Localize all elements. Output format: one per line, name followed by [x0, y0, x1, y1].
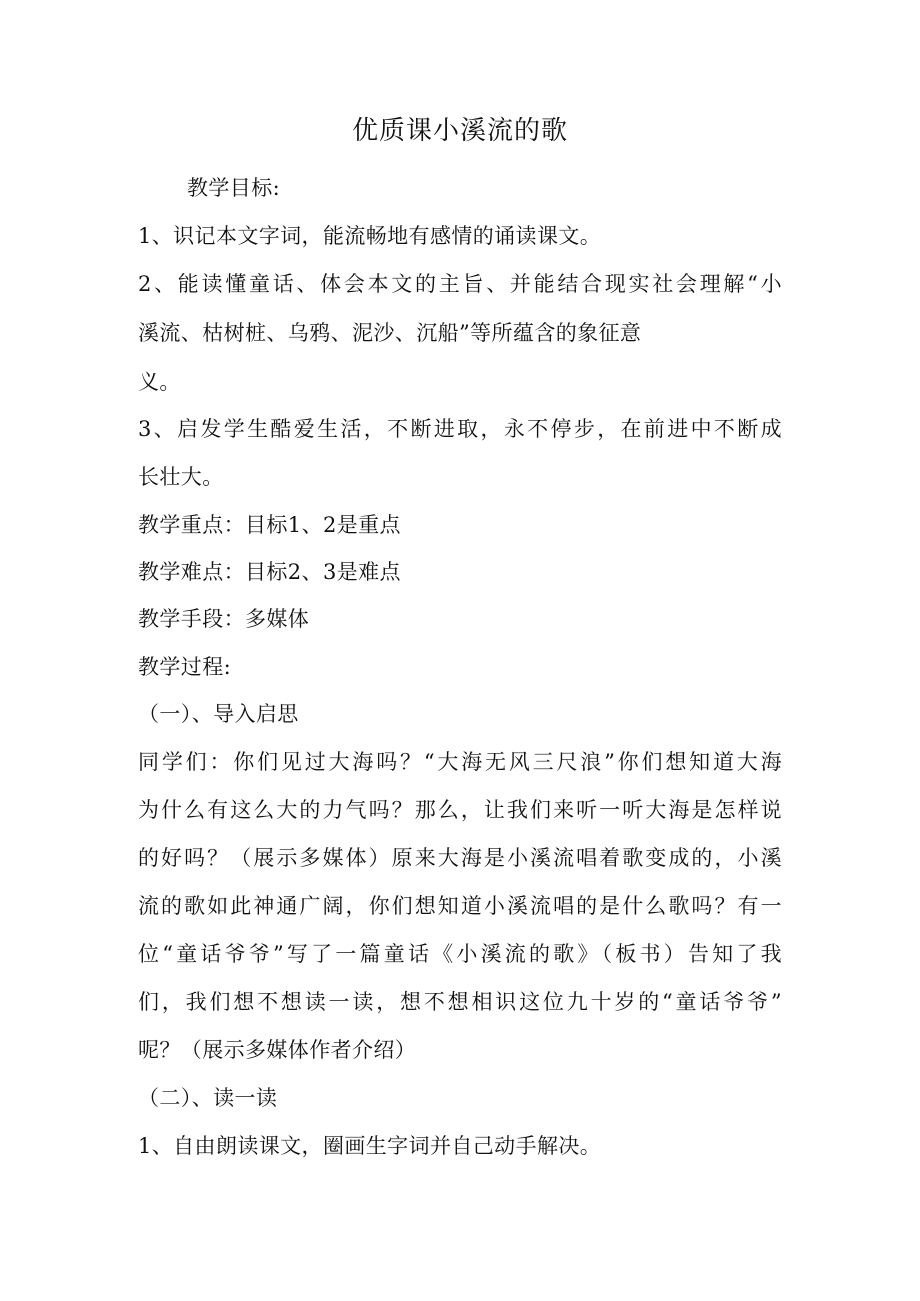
teaching-means: 教学手段：多媒体: [138, 607, 310, 631]
objective-2-line-2: 溪流、枯树桩、乌鸦、泥沙、沉船”等所蕴含的象征意: [138, 321, 642, 345]
objective-2-line-3: 义。: [138, 370, 181, 394]
difficult-points: 教学难点：目标2、3是难点: [138, 560, 401, 584]
document-title: 优质课小溪流的歌: [351, 116, 568, 146]
objective-3-line-2: 长壮大。: [138, 465, 224, 489]
process-heading: 教学过程:: [138, 655, 232, 679]
paragraph-line: 呢？（展示多媒体作者介绍）: [138, 1038, 417, 1062]
paragraph-line: 们，我们想不想读一读，想不想相识这位九十岁的“童话爷爷”: [138, 990, 782, 1014]
section-2-heading: （二）、读一读: [138, 1086, 278, 1110]
section-2-item-1: 1、自由朗读课文，圈画生字词并自己动手解决。: [138, 1134, 602, 1158]
paragraph-line: 同学们：你们见过大海吗？“大海无风三尺浪”你们想知道大海: [138, 750, 782, 774]
paragraph-line: 位“童话爷爷”写了一篇童话《小溪流的歌》（板书）告知了我: [138, 942, 782, 966]
key-points: 教学重点：目标1、2是重点: [138, 513, 401, 537]
objective-1: 1、识记本文字词，能流畅地有感情的诵读课文。: [138, 224, 602, 248]
objectives-heading: 教学目标:: [187, 176, 281, 200]
paragraph-line: 为什么有这么大的力气吗？那么，让我们来听一听大海是怎样说: [138, 798, 782, 822]
paragraph-line: 的好吗？（展示多媒体）原来大海是小溪流唱着歌变成的，小溪: [138, 846, 782, 870]
section-1-heading: （一）、导入启思: [138, 702, 299, 726]
objective-2-line-1: 2、能读懂童话、体会本文的主旨、并能结合现实社会理解“小: [138, 272, 782, 296]
objective-3-line-1: 3、启发学生酷爱生活，不断进取，永不停步，在前进中不断成: [138, 417, 782, 441]
paragraph-line: 流的歌如此神通广阔，你们想知道小溪流唱的是什么歌吗？有一: [138, 894, 782, 918]
